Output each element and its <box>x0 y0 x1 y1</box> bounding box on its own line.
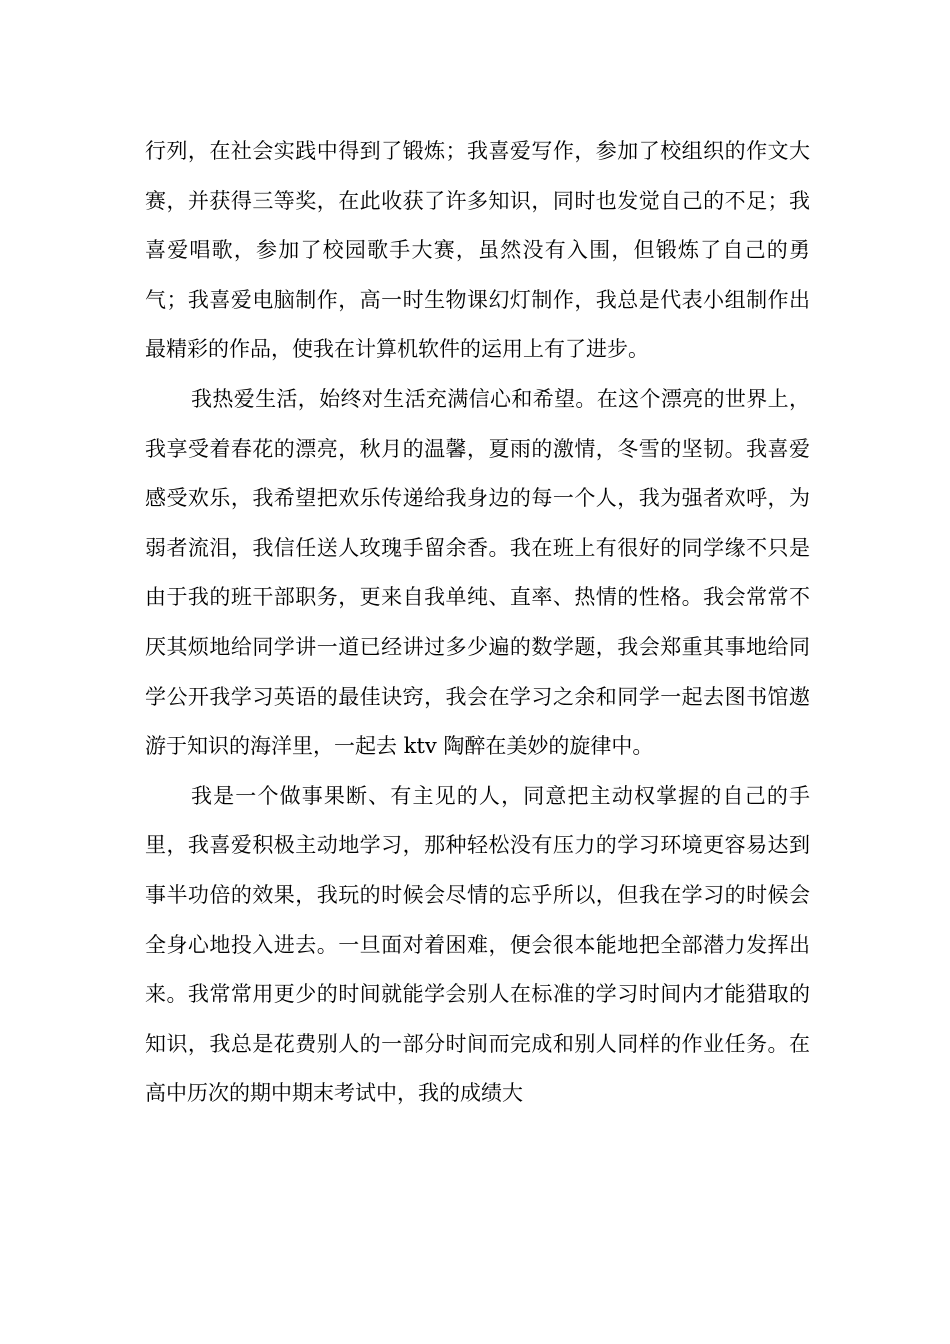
paragraph-2: 我热爱生活，始终对生活充满信心和希望。在这个漂亮的世界上，我享受着春花的漂亮，秋月的温馨，夏雨的激情，冬雪的坚韧。我喜爱感受欢乐，我希望把欢乐传递给我身边的每一个人，我为强者欢呼，为弱者流泪，我信任送人玫瑰手留余香。我在班上有很好的同学缘不只是由于我的班干部职务，更来自我单纯、直率、热情的性格。我会常常不厌其烦地给同学讲一道已经讲过多少遍的数学题，我会郑重其事地给同学公开我学习英语的最佳诀窍，我会在学习之余和同学一起去图书馆遨游于知识的海洋里，一起去 ktv 陶醉在美妙的旋律中。 <box>145 386 810 759</box>
paragraph-3: 我是一个做事果断、有主见的人，同意把主动权掌握的自己的手里，我喜爱积极主动地学习，那种轻松没有压力的学习环境更容易达到事半功倍的效果，我玩的时候会尽情的忘乎所以，但我在学习的时候会全身心地投入进去。一旦面对着困难，便会很本能地把全部潜力发挥出来。我常常用更少的时间就能学会别人在标准的学习时间内才能猎取的知识，我总是花费别人的一部分时间而完成和别人同样的作业任务。在高中历次的期中期末考试中，我的成绩大 <box>145 783 810 1106</box>
document-body <box>145 127 810 1119</box>
paragraph-1: 行列，在社会实践中得到了锻炼；我喜爱写作，参加了校组织的作文大赛，并获得三等奖，在此收获了许多知识，同时也发觉自己的不足；我喜爱唱歌，参加了校园歌手大赛，虽然没有入围，但锻炼了自己的勇气；我喜爱电脑制作，高一时生物课幻灯制作，我总是代表小组制作出最精彩的作品，使我在计算机软件的运用上有了进步。 <box>145 139 810 362</box>
